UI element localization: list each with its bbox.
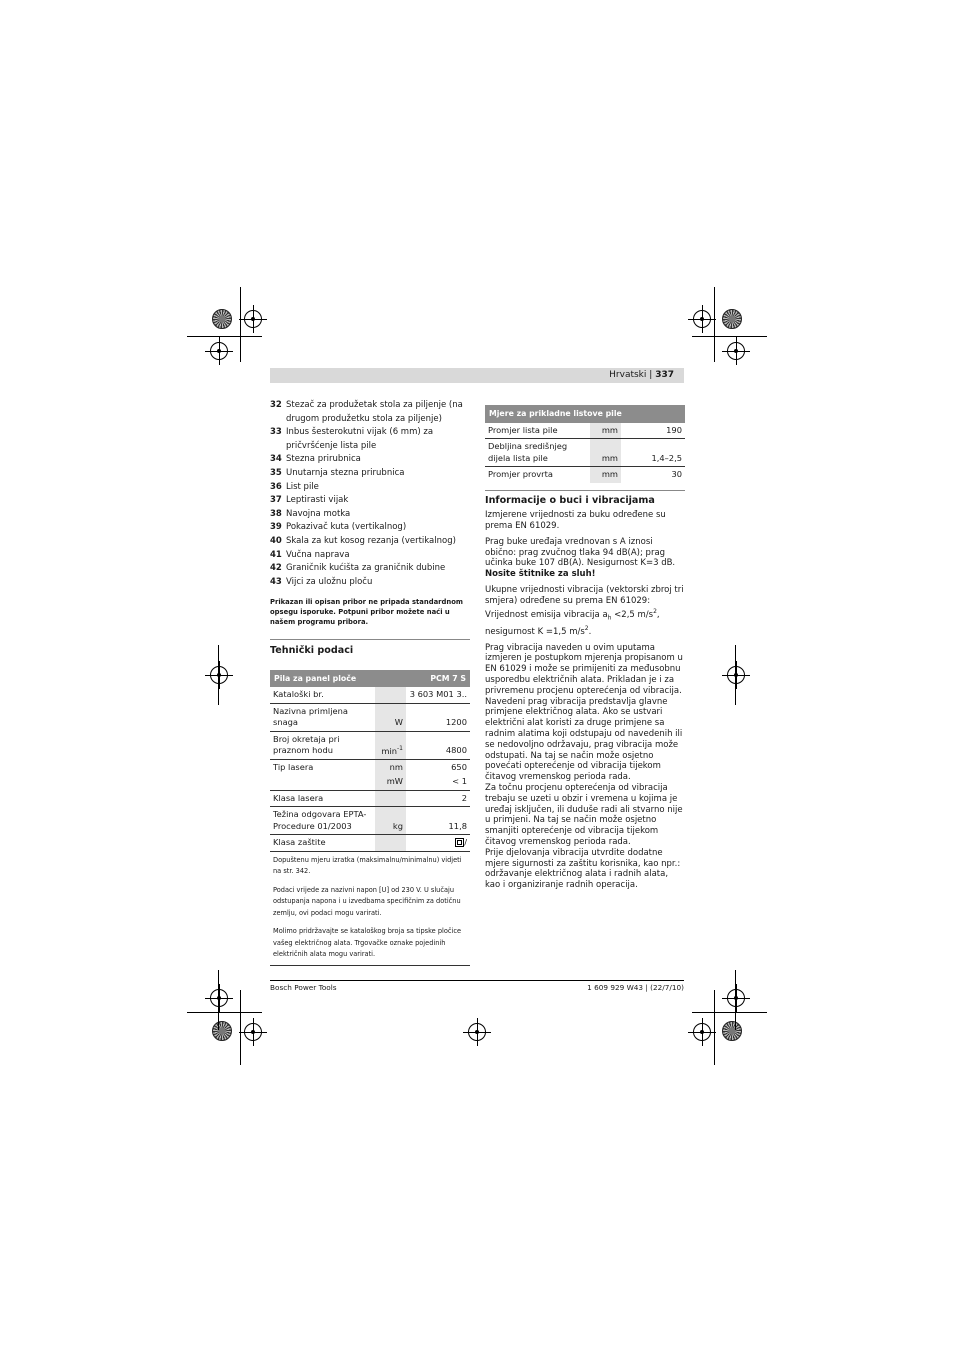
registration-crosshair [727,989,745,1007]
tech-title: Tehnički podaci [270,645,354,657]
left-column [270,399,470,966]
list-item-text: Vijci za uložnu ploču [286,576,373,587]
footnote: Podaci vrijede za nazivni napon [U] od 230 V. U slučaju odstupanja napona i u izvedbama specifičnim za dotičnu zemlju, ovi podaci mogu varirati. [273,885,461,917]
footer-divider [270,980,684,981]
protection-class-icon [455,838,464,847]
list-item-number: 40 [270,535,282,546]
registration-crosshair [210,342,228,360]
table-row: Klasa lasera 2 [270,790,470,807]
list-item-number: 43 [270,576,282,587]
list-item [270,453,470,467]
list-item-number: 37 [270,495,282,506]
crop-mark [714,287,715,362]
registration-color-ball [722,1021,742,1041]
registration-crosshair [210,989,228,1007]
crop-mark [218,970,219,1030]
crop-mark [692,1012,767,1013]
list-item-text: Unutarnja stezna prirubnica [286,467,405,478]
list-item-number: 42 [270,563,282,574]
spec-head-model: PCM 7 S [406,670,470,688]
registration-crosshair [244,1023,262,1041]
right-column [485,405,685,891]
list-item-number: 39 [270,522,282,533]
list-item [270,399,470,426]
crop-mark [218,645,219,705]
table-row: Nazivna primljena snaga W 1200 [270,703,470,731]
registration-crosshair [244,310,262,328]
list-item [270,467,470,481]
paragraph: Navedeni prag vibracija predstavlja glavne primjene električnog alata. Ako se ustvari električni alat koristi za druge primjene sa radnim alatima koji odstupaju od navedenih ili se nedovoljno održavaju, prag vibracija može odstupati. Na taj se način može osjetno povećati opterećenje od vibracija tijekom čitavog vremenskog perioda rada. [485,696,683,783]
list-item [270,576,470,590]
spec-table [270,670,470,966]
spec-head-label: Pila za panel ploče [270,670,406,688]
list-item-text: Graničnik kućišta za graničnik dubine [286,563,446,574]
registration-crosshair [468,1023,486,1041]
list-item-text: Stezač za produžetak stola za piljenje (na drugom produžetku stola za piljenje) [286,400,463,424]
list-item-text: Vučna naprava [286,549,350,560]
footer-publisher: Bosch Power Tools [270,983,337,992]
parts-list [270,399,470,589]
footnote: Molimo pridržavajte se kataloškog broja sa tipske pločice vašeg električnog alata. Trgovačke oznake pojedinih električnih alata mogu varirati. [270,921,470,965]
list-item-number: 41 [270,549,282,560]
registration-color-ball [722,309,742,329]
table-row: Tip lasera nm mW 650 < 1 [270,759,470,790]
registration-crosshair [693,1023,711,1041]
list-item [270,562,470,576]
accessory-note: Prikazan ili opisan pribor ne pripada standardnom opsegu isporuke. Potpuni pribor možete naći u našem programu pribora. [270,598,463,627]
table-row: Kataloški br. 3 603 M01 3.. [270,687,470,703]
registration-crosshair [693,310,711,328]
paragraph-bold: Nosite štitnike za sluh! [485,569,596,580]
registration-color-ball [212,1021,232,1041]
list-item [270,426,470,453]
section-divider [270,639,470,640]
footer-docnumber: 1 609 929 W43 | (22/7/10) [587,983,684,992]
list-item [270,521,470,535]
list-item-text: Inbus šesterokutni vijak (6 mm) za pričvršćenje lista pile [286,427,434,451]
table-row: Broj okretaja pri praznom hodu $\min^{-1}$ 4800 [270,731,470,759]
paragraph: Prag buke uređaja vrednovan s A iznosi obično: prag zvučnog tlaka 94 dB(A); prag učinka buke 107 dB(A). Nesigurnost K=3 dB. [485,536,676,569]
list-item-text: List pile [286,481,319,492]
paragraph: Ukupne vrijednosti vibracija (vektorski zbroj tri smjera) određene su prema EN 61029: Vrijednost emisija vibracija $a_h <2,5$ $m/s^2$, nesigurnost K =1,5 $m/s^2$. [485,585,684,637]
list-item-number: 34 [270,454,282,465]
list-item-number: 38 [270,508,282,519]
registration-crosshair [210,666,228,684]
crop-mark [692,336,767,337]
blade-table [485,405,685,483]
noise-title: Informacije o buci i vibracijama [485,494,655,506]
list-item [270,549,470,563]
registration-crosshair [727,342,745,360]
section-divider [485,490,685,491]
page-number: 337 [655,370,674,380]
list-item-number: 35 [270,467,282,478]
page-header [270,368,684,383]
crop-mark [735,645,736,705]
list-item-text: Skala za kut kosog rezanja (vertikalnog) [286,535,456,546]
crop-mark [735,970,736,1030]
crop-mark [187,1012,262,1013]
page-footer [270,983,684,992]
list-item-number: 36 [270,481,282,492]
list-item-number: 33 [270,427,282,438]
paragraph: Izmjerene vrijednosti za buku određene su prema EN 61029. [485,510,666,532]
registration-crosshair [727,666,745,684]
list-item-text: Leptirasti vijak [286,495,349,506]
list-item [270,494,470,508]
footnote: Dopuštenu mjeru izratka (maksimalnu/minimalnu) vidjeti na str. 342. [270,851,470,880]
registration-color-ball [212,309,232,329]
list-item-text: Navojna motka [286,508,351,519]
list-item [270,508,470,522]
crop-mark [240,287,241,362]
header-language: Hrvatski [609,370,647,380]
table-row: Promjer provrta mm 30 [485,467,685,483]
blade-table-head: Mjere za prikladne listove pile [485,405,685,423]
table-row: Klasa zaštite / [270,835,470,852]
crop-mark [240,990,241,1065]
list-item-number: 32 [270,400,282,410]
crop-mark [714,990,715,1065]
table-row: Debljina središnjeg dijela lista pile mm 1,4–2,5 [485,439,685,467]
list-item-text: Pokazivač kuta (vertikalnog) [286,522,407,533]
table-row: Promjer lista pile mm 190 [485,423,685,439]
crop-mark [187,336,262,337]
paragraph: Prag vibracija naveden u ovim uputama izmjeren je postupkom mjerenja propisanom u EN 61029 i može se primijeniti za međusobnu usporedbu električnih alata. Prikladan je i za privremenu procjenu opterećenja od vibracija. [485,642,683,696]
list-item-text: Stezna prirubnica [286,454,361,465]
list-item [270,535,470,549]
list-item [270,481,470,495]
paragraph: Prije djelovanja vibracija utvrdite dodatne mjere sigurnosti za zaštitu korisnika, kao npr.: održavanje električnog alata i radnih alata, kao i organiziranje radnih operacija. [485,847,681,891]
paragraph: Za točnu procjenu opterećenja od vibracija trebaju se uzeti u obzir i vremena u kojima je uređaj isključen, ili duduše radi ali stvarno nije u primjeni. Na taj se način može osjetno smanjiti opterećenje od vibracija tijekom čitavog vremenskog perioda rada. [485,782,683,847]
header-separator: | [649,370,653,380]
table-row: Težina odgovara EPTA-Procedure 01/2003 kg 11,8 [270,807,470,835]
